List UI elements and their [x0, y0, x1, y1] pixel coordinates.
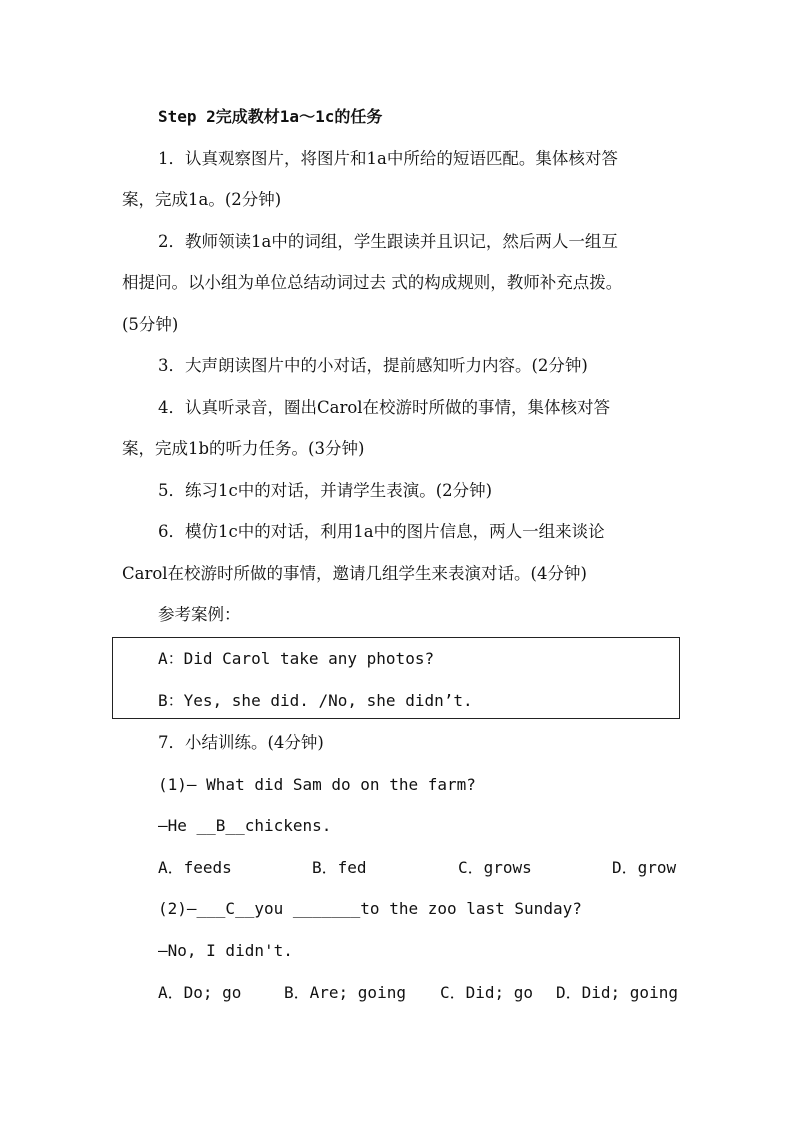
question-1-option-b: B．fed: [312, 858, 367, 877]
example-line-a: A：Did Carol take any photos?: [158, 649, 435, 668]
question-1-answer-suffix: chickens.: [244, 816, 332, 835]
item-7: 7．小结训练。(4分钟): [158, 733, 324, 752]
question-2-reply: —No, I didn't.: [158, 941, 293, 960]
item-1-line-1: 1．认真观察图片，将图片和1a中所给的短语匹配。集体核对答: [158, 149, 618, 168]
question-1-option-a: A．feeds: [158, 858, 232, 877]
question-1-stem: (1)— What did Sam do on the farm?: [158, 775, 476, 794]
example-label: 参考案例：: [158, 605, 241, 624]
question-1-answer-prefix: —He: [158, 816, 197, 835]
question-1-answer-line: [158, 815, 331, 837]
item-2-line-3: (5分钟): [122, 315, 179, 334]
question-2-option-b: B．Are; going: [284, 983, 406, 1002]
question-1-option-c: C．grows: [458, 858, 532, 877]
question-2-option-d: D．Did; going: [556, 983, 678, 1002]
item-2-line-2: 相提问。以小组为单位总结动词过去 式的构成规则，教师补充点拨。: [122, 273, 623, 292]
item-2-line-1: 2．教师领读1a中的词组，学生跟读并且识记，然后两人一组互: [158, 232, 618, 251]
item-6-line-2: Carol在校游时所做的事情，邀请几组学生来表演对话。(4分钟): [122, 564, 587, 583]
question-1-answer: __B__: [196, 816, 245, 835]
item-3: 3．大声朗读图片中的小对话，提前感知听力内容。(2分钟): [158, 356, 588, 375]
question-2-answer: ___C__: [196, 899, 255, 918]
question-1-option-d: D．grow: [612, 858, 677, 877]
question-2-option-c: C．Did; go: [440, 983, 534, 1002]
example-line-b: B：Yes, she did. /No, she didn’t.: [158, 691, 473, 710]
item-5: 5．练习1c中的对话，并请学生表演。(2分钟): [158, 481, 493, 500]
question-2-stem-prefix: (2)—: [158, 899, 197, 918]
question-2-stem-rest: you _______to the zoo last Sunday?: [254, 899, 582, 918]
step-title: Step 2完成教材1a～1c的任务: [158, 107, 383, 126]
item-1-line-2: 案，完成1a。(2分钟): [122, 190, 282, 209]
item-6-line-1: 6．模仿1c中的对话，利用1a中的图片信息，两人一组来谈论: [158, 522, 605, 541]
item-4-line-2: 案，完成1b的听力任务。(3分钟): [122, 439, 365, 458]
question-2-stem: [158, 898, 582, 920]
question-2-option-a: A．Do; go: [158, 983, 242, 1002]
item-4-line-1: 4．认真听录音，圈出Carol在校游时所做的事情，集体核对答: [158, 398, 611, 417]
